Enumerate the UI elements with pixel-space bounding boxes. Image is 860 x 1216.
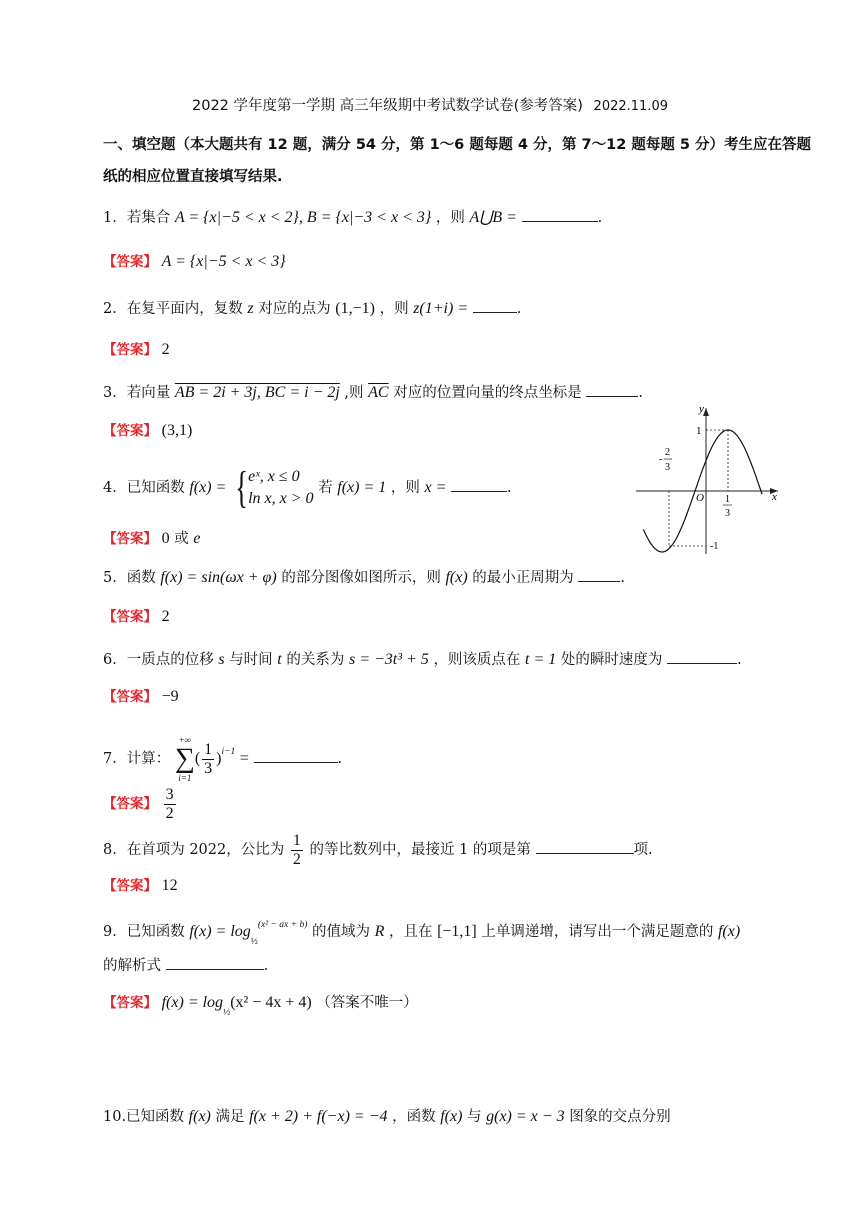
q10-mid: 满足 [215,1109,245,1125]
graph-x-label: x [772,491,777,503]
answer-7 [103,782,178,826]
answer-5-value: 2 [161,608,170,625]
q10-text: 10.已知函数 [103,1109,185,1125]
answer-3 [103,420,192,442]
q3-vectors: AB = 2i + 3j, BC = i − 2j [174,384,340,401]
q3-text: 3．若向量 [103,385,171,401]
q6-mid: 与时间 [229,652,273,668]
q10-tail: 图象的交点分别 [569,1109,671,1125]
q6-expr: s = −3t³ + 5 [348,651,429,668]
q6-s: s [218,651,225,668]
q4-case2: ln x, x > 0 [248,490,314,507]
q9-mid2: ，且在 [388,924,433,940]
q7-paren-open: ( [194,750,201,767]
q3-ac: $\overline{AC}$ [368,384,389,401]
answer-5 [103,606,170,628]
answer-9 [103,988,418,1028]
graph-tick-neg-num: 2 [665,447,670,458]
answer-8-value: 12 [161,877,178,894]
q5-mid: 的部分图像如图所示，则 [281,570,441,586]
answer-tag: 【答案】 [103,531,157,547]
q7-paren-close: ) [216,750,222,767]
q5-end: . [620,570,625,586]
answer-tag: 【答案】 [103,423,157,439]
answer-3-value: (3,1) [161,422,193,439]
q4-mid2: ，则 [390,480,420,496]
answer-7-fraction [164,786,176,823]
q1-tail: ，则 [435,210,465,226]
answer-tag: 【答案】 [103,689,157,705]
q6-t1: t = 1 [525,651,557,668]
q4-text: 4．已知函数 [103,480,185,496]
q6-tail: 处的瞬时速度为 [560,652,663,668]
q7-sum-symbol: ∑ [174,743,195,774]
q6-mid2: 的关系为 [286,652,345,668]
q10-f2: f(x) [440,1108,463,1125]
graph-tick-pos-den: 3 [725,508,730,519]
q7-sum [175,735,195,783]
question-10 [103,1106,671,1128]
answer-6 [103,686,179,708]
q9-line2: 的解析式 [103,958,161,974]
answer-4-value0: 0 [161,530,170,547]
sine-graph [636,396,784,556]
q10-f: f(x) [188,1108,211,1125]
question-4 [103,463,512,513]
q1-blank[interactable] [522,206,598,222]
question-5 [103,566,625,589]
answer-7-den: 2 [165,804,174,822]
answer-1-value: A = {x|−5 < x < 3} [161,253,286,270]
q4-cond: f(x) = 1 [337,479,387,496]
question-6 [103,648,742,671]
answer-1 [103,251,286,273]
q10-g: g(x) = x − 3 [486,1108,565,1125]
answer-4-or: 或 [174,531,189,547]
answer-9-base: ½ [223,1008,231,1018]
q9-end: . [263,958,269,974]
q9-tail: 上单调递增，请写出一个满足题意的 [481,924,714,940]
q7-num: 1 [204,740,213,758]
q6-blank[interactable] [667,648,737,664]
q2-blank[interactable] [473,297,517,313]
q6-mid3: ，则该质点在 [433,652,521,668]
question-7 [103,730,342,783]
q2-mid2: ，则 [379,301,409,317]
q1-text: 1．若集合 [103,210,171,226]
answer-tag: 【答案】 [103,995,157,1011]
q8-num: 1 [292,831,301,849]
q9-exponent: (x² − ax + b) [257,920,308,930]
q4-blank[interactable] [451,476,507,492]
q9-text: 9．已知函数 [103,924,185,940]
q10-mid2: ，函数 [392,1109,436,1125]
q9-blank[interactable] [166,954,264,970]
q2-point: (1,−1) [335,300,375,317]
graph-tick-1: 1 [696,425,702,437]
q4-x: x = [424,479,447,496]
q8-fraction [291,832,303,869]
answer-9-expr: f(x) = log [161,994,224,1011]
answer-7-num: 3 [165,785,174,803]
q5-text: 5．函数 [103,570,156,586]
q4-end: . [506,480,512,496]
q3-end: . [638,385,643,401]
answer-tag: 【答案】 [103,609,157,625]
answer-4 [103,528,200,550]
answer-9-note: （答案不唯一） [316,995,418,1011]
q6-t: t [277,651,282,668]
q1-end: . [597,210,603,226]
q7-sum-bottom: i=1 [178,773,192,783]
answer-2-value: 2 [161,341,170,358]
q3-mid: ,则 [344,385,364,401]
answer-2 [103,339,170,361]
answer-6-value: −9 [161,688,179,705]
q7-text: 7．计算： [103,751,171,767]
q1-sets: A = {x|−5 < x < 2}, B = {x|−3 < x < 3} [174,209,432,226]
q5-f: f(x) = sin(ωx + φ) [160,569,277,586]
q5-tail: 的最小正周期为 [472,570,574,586]
graph-tick-pos-num: 1 [725,494,730,505]
q10-mid3: 与 [467,1109,482,1125]
q4-brace: { [235,463,248,512]
q7-exponent: i−1 [221,747,236,757]
q3-blank[interactable] [586,381,638,397]
answer-9-arg: (x² − 4x + 4) [230,994,312,1011]
q3-tail: 对应的位置向量的终点坐标是 [393,385,582,401]
q8-blank[interactable] [536,838,634,854]
q9-f2: f(x) [717,923,741,940]
answer-tag: 【答案】 [103,796,157,812]
q7-end: . [337,751,343,767]
graph-tick-neg-sign: - [659,454,663,465]
q2-expr: z(1+i) = [413,300,469,317]
q2-end: . [516,301,522,317]
q2-mid: 对应的点为 [258,301,331,317]
section-heading-line2: 纸的相应位置直接填写结果. [103,169,283,185]
q8-text: 8．在首项为 2022，公比为 [103,842,285,858]
q4-case1: eˣ, x ≤ 0 [248,468,300,485]
q5-blank[interactable] [578,566,620,582]
q8-tail: 的等比数列中，最接近 1 的项是第 [309,842,531,858]
q9-base: ½ [250,937,258,947]
title-date: 2022.11.09 [593,99,668,114]
answer-tag: 【答案】 [103,878,157,894]
q9-r: R [374,923,385,940]
section-heading-line1: 一、填空题（本大题共有 12 题，满分 54 分，第 1～6 题每题 4 分，第 7～12 题每题 5 分）考生应在答题 [103,137,812,153]
q9-f: f(x) = log [189,923,251,940]
q4-mid: 若 [318,480,333,496]
q7-eq: = [239,750,249,767]
q4-f: f(x) = [189,479,227,496]
graph-origin: O [696,492,704,504]
question-9-line2 [103,954,268,977]
graph-y-arrow [703,408,709,416]
q7-sum-top: +∞ [178,735,192,745]
question-2 [103,297,521,320]
question-3 [103,381,643,404]
q9-interval: [−1,1] [437,923,477,940]
q7-fraction [202,741,214,778]
q6-end: . [737,652,742,668]
answer-4-value1: e [193,530,201,547]
q2-z: z [247,300,254,317]
question-9 [103,910,740,957]
graph-tick-neg1: -1 [710,541,719,552]
q1-expr: A⋃B = [469,209,517,226]
q5-f2: f(x) [445,569,468,586]
q8-end: 项. [633,842,653,858]
graph-y-label: y [699,403,704,415]
q2-text: 2．在复平面内，复数 [103,301,243,317]
document-title [0,94,860,115]
q7-blank[interactable] [254,747,338,763]
q8-den: 2 [292,850,301,868]
q4-cases [248,466,313,510]
q7-den: 3 [204,759,213,777]
answer-tag: 【答案】 [103,342,157,358]
question-8 [103,828,653,872]
q9-mid: 的值域为 [311,924,370,940]
q6-text: 6．一质点的位移 [103,652,214,668]
answer-tag: 【答案】 [103,254,157,270]
answer-8 [103,875,178,897]
graph-tick-neg-den: 3 [665,462,670,473]
question-1 [103,206,602,229]
title-main: 2022 学年度第一学期 高三年级期中考试数学试卷(参考答案) [192,98,583,114]
q10-expr: f(x + 2) + f(−x) = −4 [249,1108,388,1125]
